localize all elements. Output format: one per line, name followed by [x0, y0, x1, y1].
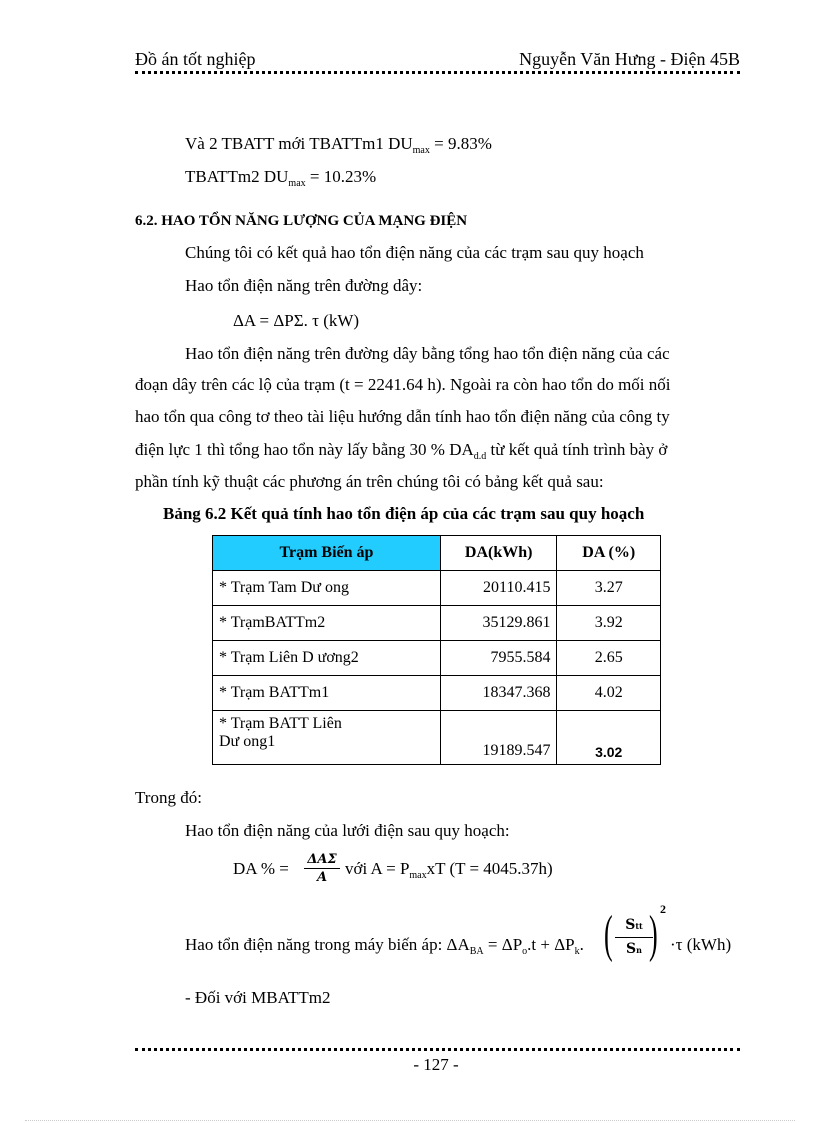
formula-da-right: với $A = P_{max}xT$ (T = 4045.37h): [345, 859, 553, 881]
cell-pct: 4.02: [557, 676, 661, 711]
table-row: [213, 606, 661, 641]
cell-kwh: 35129.861: [440, 606, 557, 641]
col-header-station: Trạm Biến áp: [213, 536, 441, 571]
para-line-4: điện lực 1 thì tổng hao tổn này lấy bằng 30 % $DA_{d.d}$ từ kết quả tính trình bày ở: [135, 440, 668, 462]
table-row: [213, 571, 661, 606]
formula-tail: ·τ (kWh): [670, 935, 732, 954]
cell-pct: 3.27: [557, 571, 661, 606]
cell-station: * Trạm Tam Dư ong: [213, 571, 441, 606]
para-line-2: đoạn dây trên các lộ của trạm (t = 2241.64 h). Ngoài ra còn hao tổn do mối nối: [135, 375, 671, 394]
footer-divider: [135, 1048, 740, 1051]
para-line-1: Hao tổn điện năng trên đường dây bằng tổng hao tổn điện năng của các: [185, 344, 670, 363]
cell-station: * Trạm Liên D ương2: [213, 641, 441, 676]
page-number: - 127 -: [413, 1055, 459, 1074]
paragraph-line-loss: Hao tổn điện năng trên đường dây:: [185, 276, 423, 295]
col-header-kwh: DA(kWh): [440, 536, 557, 571]
cell-kwh: 18347.368: [440, 676, 557, 711]
formula-da-left: DA % =: [233, 859, 289, 878]
cell-station: * TrạmBATTm2: [213, 606, 441, 641]
table-title: Bảng 6.2 Kết quả tính hao tổn điện áp của các trạm sau quy hoạch: [163, 504, 645, 523]
paren-right: ): [649, 906, 658, 963]
page-bottom-border: [25, 1120, 795, 1121]
paragraph-intro: Chúng tôi có kết quả hao tổn điện năng của các trạm sau quy hoạch: [185, 243, 644, 262]
header-left: Đồ án tốt nghiệp: [135, 49, 256, 69]
table-row: [213, 711, 661, 765]
formula-transformer-loss: Hao tổn điện năng trong máy biến áp: $\Delta A_{BA} = \Delta P_o.t + \Delta P_k$.: [185, 935, 584, 957]
cell-station: * Trạm BATT Liên Dư ong1: [213, 711, 441, 765]
formula-da-fraction: ΔAΣ A: [304, 852, 340, 887]
para-line-5: phần tính kỹ thuật các phương án trên chúng tôi có bảng kết quả sau:: [135, 472, 604, 491]
para-line-3: hao tổn qua công tơ theo tài liệu hướng dẫn tính hao tổn điện năng của công ty: [135, 407, 670, 426]
line-tbatt-m2: TBATTm2 $DU_{max} = 10.23\%$: [185, 167, 377, 189]
section-heading: 6.2. HAO TỔN NĂNG LƯỢNG CỦA MẠNG ĐIỆN: [135, 213, 468, 229]
line-tbatt-m1: Và 2 TBATT mới TBATTm1 $DU_{max} = 9.83\%$: [185, 134, 492, 156]
table-header-row: [213, 536, 661, 571]
formula-s-fraction: Stt Sn: [615, 914, 653, 961]
header-divider: [135, 71, 740, 74]
paren-left: (: [604, 906, 613, 963]
cell-kwh: 7955.584: [440, 641, 557, 676]
cell-kwh: 19189.547: [440, 711, 557, 765]
paragraph-grid-loss: Hao tổn điện năng của lưới điện sau quy hoạch:: [185, 821, 510, 840]
cell-pct: 3.92: [557, 606, 661, 641]
results-table: [212, 535, 661, 765]
table-row: [213, 676, 661, 711]
where-label: Trong đó:: [135, 788, 202, 807]
cell-pct: 3.02: [557, 711, 661, 765]
cell-pct: 2.65: [557, 641, 661, 676]
paragraph-mbattm2: - Đối với MBATTm2: [185, 988, 331, 1007]
cell-kwh: 20110.415: [440, 571, 557, 606]
col-header-pct: DA (%): [557, 536, 661, 571]
table-row: [213, 641, 661, 676]
formula-delta-a: ΔA = ΔPΣ. τ (kW): [233, 311, 360, 330]
header-right: Nguyễn Văn Hưng - Điện 45B: [519, 49, 740, 69]
cell-station: * Trạm BATTm1: [213, 676, 441, 711]
formula-exponent: 2: [660, 902, 666, 916]
